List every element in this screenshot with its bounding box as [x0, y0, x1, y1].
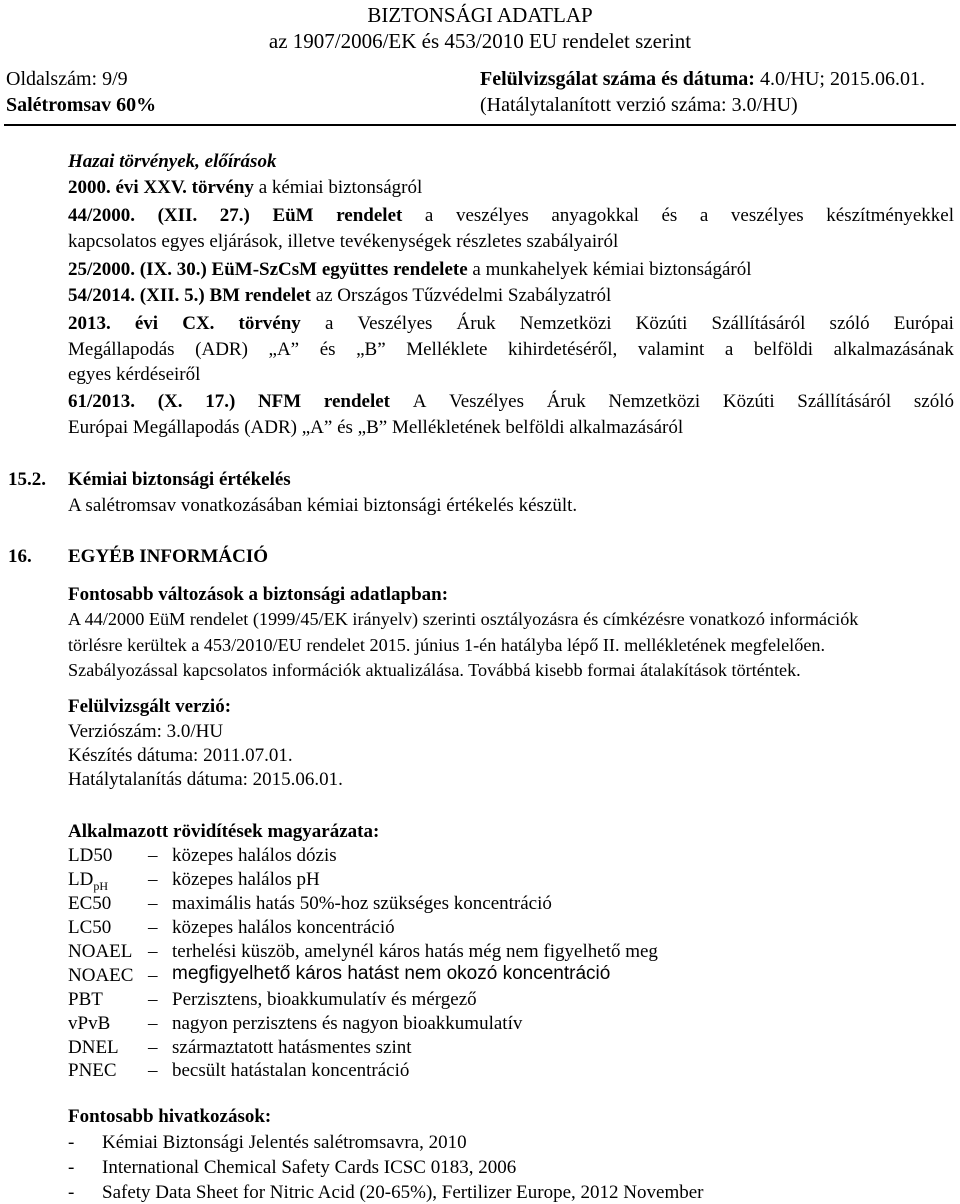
word: szóló: [829, 313, 870, 334]
section-16-title: EGYÉB INFORMÁCIÓ: [68, 546, 269, 567]
revoked-version: (Hatálytalanított verzió száma: 3.0/HU): [480, 94, 798, 116]
abbr-key: vPvB: [68, 1013, 111, 1034]
word: és: [319, 339, 336, 360]
law-1-desc: a kémiai biztonságról: [258, 177, 423, 198]
reference-bullet: -: [68, 1132, 75, 1153]
word: a: [699, 205, 709, 226]
word: Nemzetközi: [608, 391, 701, 412]
abbr-value: megfigyelhető káros hatást nem okozó koncentráció: [172, 963, 611, 984]
header-divider: [4, 124, 956, 126]
word: veszélyes: [455, 205, 529, 226]
law-1-ref: 2000. évi XXV. törvény: [68, 177, 254, 198]
word: CX.: [182, 313, 215, 334]
abbr-key: LD: [68, 869, 94, 890]
law-item-2-line2: kapcsolatos egyes eljárások, illetve tevékenységek részletes szabályairól: [68, 231, 619, 252]
word: rendelet: [336, 205, 403, 226]
changes-line-2: törlésre kerültek a 453/2010/EU rendelet 2015. június 1-én hatályba lépő II. mellékletének megfelelően.: [68, 635, 826, 655]
product-name: Salétromsav 60%: [6, 94, 157, 116]
word: (X.: [157, 391, 183, 412]
word: rendelet: [323, 391, 391, 412]
abbr-key: PNEC: [68, 1060, 117, 1081]
law-item-5-line3: egyes kérdéseiről: [68, 364, 201, 385]
reference-item: Safety Data Sheet for Nitric Acid (20-65%), Fertilizer Europe, 2012 November: [102, 1182, 704, 1203]
creation-date: Készítés dátuma: 2011.07.01.: [68, 745, 293, 766]
word: Nemzetközi: [519, 313, 612, 334]
word: veszélyes: [730, 205, 804, 226]
law-3-desc: a munkahelyek kémiai biztonságáról: [472, 259, 752, 280]
abbr-dash: –: [148, 845, 158, 866]
word: A: [412, 391, 427, 412]
page-number: Oldalszám: 9/9: [6, 68, 128, 90]
abbr-key-subscript: pH: [93, 878, 108, 893]
word: készítményekkel: [826, 205, 954, 226]
section-16-number: 16.: [8, 546, 32, 567]
law-item-2-line1: [68, 206, 954, 225]
revision-label: Felülvizsgálat száma és dátuma:: [480, 68, 755, 90]
word: Veszélyes: [357, 313, 433, 334]
law-item-1: [68, 178, 422, 197]
section-15-2-title: Kémiai biztonsági értékelés: [68, 469, 291, 490]
abbr-key-ldph: [68, 870, 108, 892]
word: Közúti: [722, 391, 775, 412]
revision-value: 4.0/HU; 2015.06.01.: [759, 68, 925, 90]
law-item-6-line2: Európai Megállapodás (ADR) „A” és „B” Mellékletének belföldi alkalmazásáról: [68, 417, 684, 438]
word: 17.): [205, 391, 236, 412]
reference-bullet: -: [68, 1157, 75, 1178]
revision-info: [480, 69, 925, 89]
abbr-value: maximális hatás 50%-hoz szükséges koncentráció: [172, 893, 552, 914]
word: Áruk: [546, 391, 586, 412]
word: a: [424, 205, 434, 226]
abbr-dash: –: [148, 1013, 158, 1034]
reviewed-heading: Felülvizsgált verzió:: [68, 696, 232, 717]
section-15-2-number: 15.2.: [8, 469, 46, 490]
abbr-value: terhelési küszöb, amelynél káros hatás még nem figyelhető meg: [172, 941, 658, 962]
laws-heading: Hazai törvények, előírások: [68, 151, 277, 172]
reference-item: Kémiai Biztonsági Jelentés salétromsavra, 2010: [102, 1132, 467, 1153]
word: Európai: [893, 313, 954, 334]
law-4-desc: az Országos Tűzvédelmi Szabályzatról: [315, 285, 612, 306]
abbr-key: NOAEL: [68, 941, 133, 962]
abbr-dash: –: [148, 1060, 158, 1081]
word: törvény: [238, 313, 301, 334]
law-item-5-line1: [68, 314, 954, 333]
revocation-date: Hatálytalanítás dátuma: 2015.06.01.: [68, 769, 343, 790]
document-subtitle: az 1907/2006/EK és 453/2010 EU rendelet szerint: [268, 29, 692, 53]
abbr-key: DNEL: [68, 1037, 119, 1058]
references-heading: Fontosabb hivatkozások:: [68, 1106, 272, 1127]
changes-heading: Fontosabb változások a biztonsági adatlapban:: [68, 584, 449, 605]
law-item-5-line2: [68, 340, 954, 359]
abbr-value: közepes halálos pH: [172, 869, 320, 890]
word: valamint: [637, 339, 705, 360]
law-3-ref: 25/2000. (IX. 30.) EüM-SzCsM együttes rendelete: [68, 259, 468, 280]
word: 27.): [219, 205, 250, 226]
abbr-value: becsült hatástalan koncentráció: [172, 1060, 410, 1081]
document-title: BIZTONSÁGI ADATLAP: [367, 3, 593, 27]
abbr-value: Perzisztens, bioakkumulatív és mérgező: [172, 989, 477, 1010]
reference-item: International Chemical Safety Cards ICSC 0183, 2006: [102, 1157, 517, 1178]
word: Szállításáról: [797, 391, 892, 412]
word: Veszélyes: [449, 391, 525, 412]
section-15-2-text: A salétromsav vonatkozásában kémiai biztonsági értékelés készült.: [68, 495, 578, 516]
word: Szállításáról: [711, 313, 806, 334]
word: 61/2013.: [68, 391, 136, 412]
abbreviations-heading: Alkalmazott rövidítések magyarázata:: [68, 821, 380, 842]
law-item-4: [68, 286, 611, 305]
word: Áruk: [456, 313, 496, 334]
abbr-key: LD50: [68, 845, 113, 866]
abbr-dash: –: [148, 893, 158, 914]
word: Megállapodás: [68, 339, 175, 360]
abbr-value: nagyon perzisztens és nagyon bioakkumulatív: [172, 1013, 523, 1034]
changes-line-3: Szabályozással kapcsolatos információk aktualizálása. Továbbá kisebb formai átalakítások történtek.: [68, 660, 801, 680]
abbr-key: LC50: [68, 917, 112, 938]
word: „B”: [356, 339, 386, 360]
word: belföldi: [753, 339, 814, 360]
word: szóló: [913, 391, 954, 412]
abbr-dash: –: [148, 941, 158, 962]
word: 44/2000.: [68, 205, 136, 226]
word: NFM: [257, 391, 302, 412]
reference-bullet: -: [68, 1182, 75, 1203]
abbr-dash: –: [148, 989, 158, 1010]
word: (ADR): [195, 339, 248, 360]
word: 2013.: [68, 313, 111, 334]
word: alkalmazásának: [833, 339, 954, 360]
word: Közúti: [635, 313, 688, 334]
abbr-dash: –: [148, 1037, 158, 1058]
abbr-value: származtatott hatásmentes szint: [172, 1037, 412, 1058]
law-4-ref: 54/2014. (XII. 5.) BM rendelet: [68, 285, 311, 306]
abbr-value: közepes halálos dózis: [172, 845, 337, 866]
word: Melléklete: [406, 339, 488, 360]
word: (XII.: [157, 205, 198, 226]
word: EüM: [272, 205, 314, 226]
word: a: [724, 339, 734, 360]
word: „A”: [268, 339, 300, 360]
word: és: [661, 205, 678, 226]
word: kihirdetéséről,: [508, 339, 618, 360]
abbr-key: EC50: [68, 893, 112, 914]
abbr-key: PBT: [68, 989, 103, 1010]
law-item-3: [68, 260, 752, 279]
abbr-key: NOAEC: [68, 965, 134, 986]
version-number: Verziószám: 3.0/HU: [68, 721, 224, 742]
word: anyagokkal: [551, 205, 639, 226]
abbr-dash: –: [148, 917, 158, 938]
law-item-6-line1: [68, 392, 954, 411]
changes-line-1: A 44/2000 EüM rendelet (1999/45/EK irányelv) szerinti osztályozásra és címkézésre vonatkozó információk: [68, 609, 859, 629]
abbr-value: közepes halálos koncentráció: [172, 917, 395, 938]
word: évi: [134, 313, 159, 334]
abbr-dash: –: [148, 965, 158, 986]
abbr-dash: –: [148, 869, 158, 890]
word: a: [324, 313, 334, 334]
